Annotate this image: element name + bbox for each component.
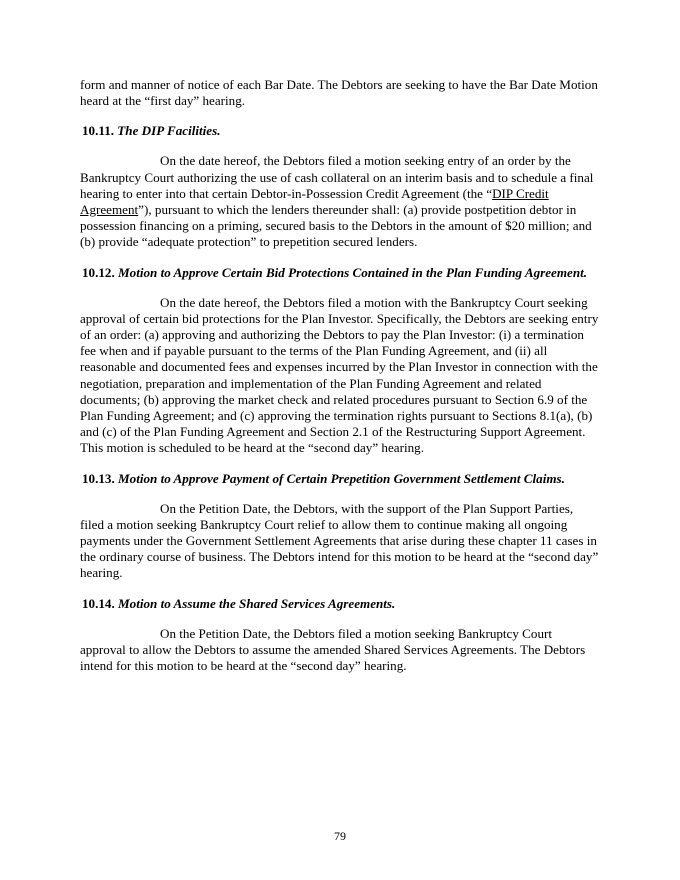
section-heading-10-14 (82, 596, 600, 612)
body-text-after: ”), pursuant to which the lenders thereunder shall: (a) provide postpetition debtor in possession financing on a priming, secured basis to the Debtors in the amount of $20 million; and (b) provide “adequate protection” to prepetition secured lenders. (80, 202, 592, 250)
section-title: Motion to Assume the Shared Services Agreements (118, 595, 393, 611)
section-heading-10-12 (82, 265, 600, 281)
section-title: The DIP Facilities (117, 123, 218, 139)
section-trailing: . (583, 264, 588, 280)
section-number: 10.14. (82, 595, 115, 611)
defined-term-dip-credit-agreement: DIP Credit Agreement (80, 185, 549, 218)
page-number: 79 (334, 829, 346, 843)
intro-paragraph: form and manner of notice of each Bar Date. The Debtors are seeking to have the Bar Date Motion heard at the “first day” hearing. (80, 77, 598, 109)
section-number: 10.12. (82, 264, 115, 280)
section-heading-10-11 (82, 123, 600, 139)
document-page (80, 77, 600, 674)
section-body-10-12: On the date hereof, the Debtors filed a motion with the Bankruptcy Court seeking approval of certain bid protections for the Plan Investor. Specifically, the Debtors are seeking entry of an order: (a) approving and authorizing the Debtors to pay the Plan Investor: (i) a termination fee when and if payable pursuant to the terms of the Plan Funding Agreement, and (ii) all reasonable and documented fees and expenses incurred by the Plan Investor in connection with the negotiation, preparation and implementation of the Plan Funding Agreement and related documents; (b) approving the market check and related procedures pursuant to Section 6.9 of the Plan Funding Agreement; and (c) approving the termination rights pursuant to Sections 8.1(a), (b) and (c) of the Plan Funding Agreement and Section 2.1 of the Restructuring Support Agreement. This motion is scheduled to be heard at the “second day” hearing. (80, 294, 599, 456)
section-body-10-11 (80, 153, 600, 250)
section-body-10-14: On the Petition Date, the Debtors filed a motion seeking Bankruptcy Court approval to allow the Debtors to assume the amended Shared Services Agreements. The Debtors intend for this motion to be heard at the “second day” hearing. (80, 625, 586, 674)
section-title: Motion to Approve Certain Bid Protections Contained in the Plan Funding Agreement (118, 264, 584, 280)
section-number: 10.11. (82, 123, 115, 139)
section-trailing: . (217, 123, 221, 139)
section-heading-10-13 (82, 471, 600, 487)
section-trailing: . (561, 470, 565, 486)
section-title: Motion to Approve Payment of Certain Prepetition Government Settlement Claims (118, 470, 562, 486)
section-body-10-13: On the Petition Date, the Debtors, with the support of the Plan Support Parties, filed a motion seeking Bankruptcy Court relief to allow them to continue making all ongoing payments under the Government Settlement Agreements that arise during these chapter 11 cases in the ordinary course of business. The Debtors intend for this motion to be heard at the “second day” hearing. (80, 500, 599, 581)
section-number: 10.13. (82, 470, 115, 486)
body-text-before: On the date hereof, the Debtors filed a motion seeking entry of an order by the Bankruptcy Court authorizing the use of cash collateral on an interim basis and to schedule a final hearing to enter into that certain Debtor-in-Possession Credit Agreement (the “ (80, 153, 594, 201)
section-trailing: . (392, 595, 396, 611)
